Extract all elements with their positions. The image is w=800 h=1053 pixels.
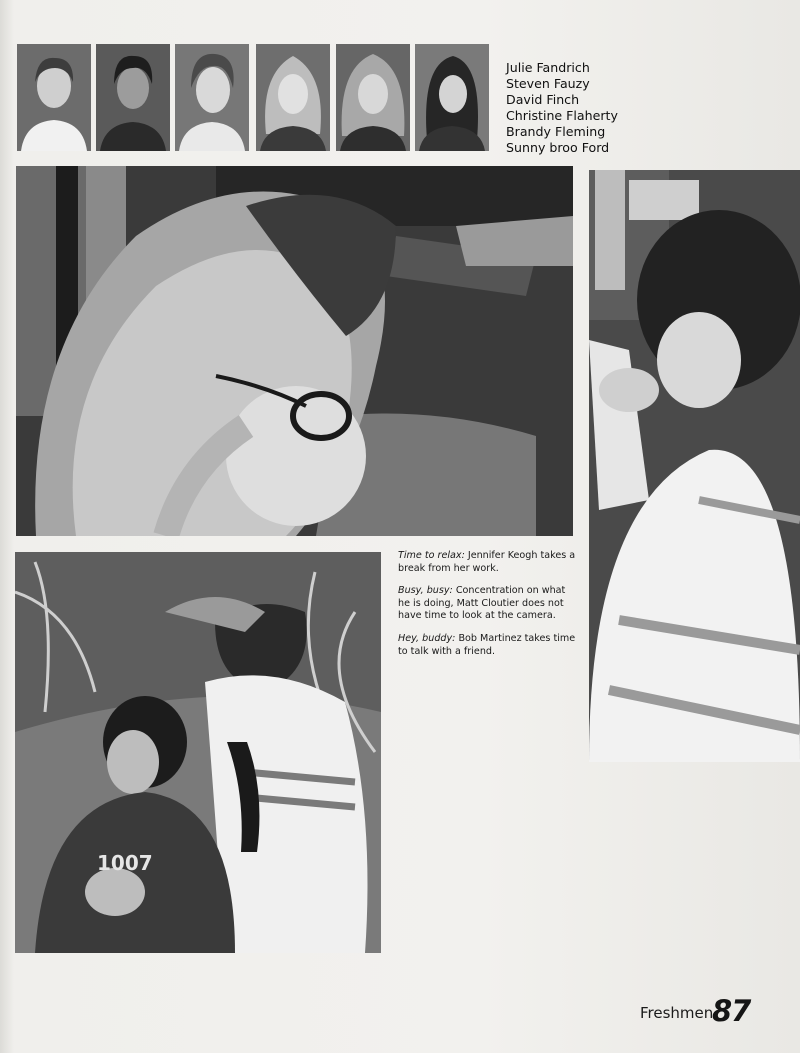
caption-text: Concentration on what he is doing, Matt Cloutier does not have time to look at the camera. <box>398 585 566 622</box>
portrait-photo <box>175 44 249 151</box>
caption-lead: Time to relax: <box>398 550 465 561</box>
portrait-names <box>506 60 646 156</box>
caption <box>398 633 576 658</box>
photo-two-boys-outdoors <box>15 552 381 953</box>
portrait-photo <box>96 44 170 151</box>
student-name: Brandy Fleming <box>506 124 606 139</box>
caption-text: Bob Martinez takes time to talk with a friend. <box>398 632 576 657</box>
student-name: Christine Flaherty <box>506 108 618 123</box>
caption-lead: Busy, busy: <box>398 585 453 597</box>
portrait-photo <box>17 44 91 151</box>
page-number: 87 <box>712 994 751 1028</box>
section-label: Freshmen <box>640 1004 714 1022</box>
portrait-photo <box>256 44 330 151</box>
bleed-through-text <box>700 128 704 143</box>
photo-girl-with-glasses <box>16 166 573 536</box>
student-name: Steven Fauzy <box>506 76 590 91</box>
student-name: Julie Fandrich <box>506 60 590 75</box>
photo-boy-at-computer <box>589 170 800 762</box>
caption <box>398 550 576 575</box>
caption <box>398 585 576 623</box>
student-name: Sunny broo Ford <box>506 140 610 155</box>
caption-text: Jennifer Keogh takes a break from her work. <box>398 550 576 574</box>
photo-captions <box>398 550 576 668</box>
page-folio <box>640 994 790 1030</box>
svg-text:1007: 1007 <box>97 851 153 875</box>
portrait-photo <box>415 44 489 151</box>
caption-lead: Hey, buddy: <box>398 632 456 644</box>
portrait-photo <box>336 44 410 151</box>
student-name: David Finch <box>506 92 580 107</box>
